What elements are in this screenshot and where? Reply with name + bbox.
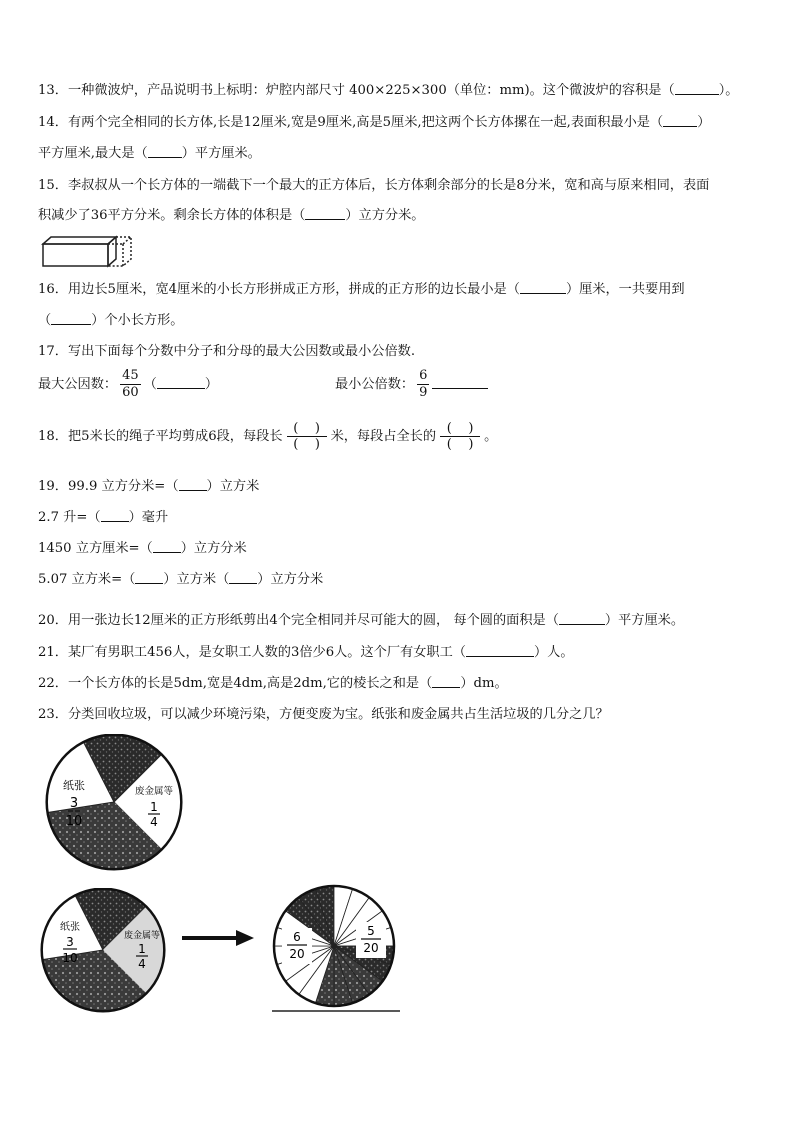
question-15: 15．李叔叔从一个长方体的一端截下一个最大的正方体后，长方体剩余部分的长是8分米，宽和高与原来相同，表面 — [38, 178, 710, 193]
question-14: 14．有两个完全相同的长方体,长是12厘米,宽是9厘米,高是5厘米,把这两个长方体摞在一起,表面积最小是（ ） — [38, 115, 711, 130]
answer-blank[interactable] — [51, 312, 91, 325]
pie-chart-2 — [38, 888, 170, 1014]
q17-gcd-row: 最大公因数： $\frac{45}{60}$ （ ） — [38, 368, 219, 400]
answer-blank[interactable] — [153, 540, 181, 553]
question-20: 20．用一张边长12厘米的正方形纸剪出4个完全相同并尽可能大的圆， 每个圆的面积是（ ）平方厘米。 — [38, 613, 685, 628]
question-17: 17．写出下面每个分数中分子和分母的最大公因数或最小公倍数. — [38, 344, 416, 359]
pie3-right-num: 5 — [367, 924, 375, 938]
answer-blank[interactable] — [466, 644, 534, 657]
answer-blank[interactable] — [157, 376, 205, 389]
question-15-cont: 积减少了36平方分米。剩余长方体的体积是（ ）立方分米。 — [38, 208, 425, 223]
question-21: 21．某厂有男职工456人，是女职工人数的3倍少6人。这个厂有女职工（ ）人。 — [38, 645, 574, 660]
question-16-cont: （ ）个小长方形。 — [38, 313, 184, 328]
answer-fraction[interactable]: $\frac{( )}{( )}$ — [287, 421, 327, 452]
answer-blank[interactable] — [675, 82, 719, 95]
answer-blank[interactable] — [229, 571, 257, 584]
question-22: 22．一个长方体的长是5dm,宽是4dm,高是2dm,它的棱长之和是（ ）dm。 — [38, 676, 508, 691]
question-14-cont: 平方厘米,最大是（ ）平方厘米。 — [38, 146, 261, 161]
lcm-fraction: $\frac{6}{9}$ — [419, 368, 428, 400]
question-19-d: 5.07 立方米=（ ）立方米（ ）立方分米 — [38, 572, 324, 587]
pie1-metal-den: 4 — [150, 815, 158, 829]
pie3-left-den: 20 — [289, 947, 305, 961]
svg-text:3: 3 — [66, 935, 74, 949]
answer-fraction[interactable]: $\frac{( )}{( )}$ — [440, 421, 480, 452]
question-19: 19．99.9 立方分米=（ ）立方米 — [38, 479, 260, 494]
arrow-right-icon — [180, 926, 260, 950]
pie-chart-3 — [264, 884, 404, 1016]
answer-blank[interactable] — [432, 675, 460, 688]
pie3-right-den: 20 — [363, 941, 379, 955]
question-19-b: 2.7 升=（ ）毫升 — [38, 510, 169, 525]
answer-blank[interactable] — [179, 478, 207, 491]
pie1-paper-den: 10 — [65, 814, 83, 829]
question-18: 18．把5米长的绳子平均剪成6段，每段长 $\frac{( )}{( )}$ 米，每段占全长的 $\frac{( )}{( )}$ 。 — [38, 421, 498, 452]
svg-text:4: 4 — [138, 957, 146, 971]
answer-blank[interactable] — [432, 376, 488, 389]
gcd-fraction: $\frac{45}{60}$ — [122, 368, 139, 400]
answer-blank[interactable] — [559, 612, 605, 625]
svg-text:1: 1 — [138, 942, 146, 956]
pie1-paper-num: 3 — [69, 796, 79, 811]
pie1-metal-num: 1 — [150, 800, 158, 814]
question-16: 16．用边长5厘米，宽4厘米的小长方形拼成正方形，拼成的正方形的边长最小是（ ）厘米，一共要用到 — [38, 282, 685, 297]
answer-blank[interactable] — [520, 281, 566, 294]
pie1-metal-label: 废金属等 — [134, 786, 174, 797]
q13-text: 13．一种微波炉，产品说明书上标明：炉腔内部尺寸 400×225×300（单位：mm)。这个微波炉的容积是（ — [38, 83, 675, 98]
q17-lcm-row: 最小公倍数： $\frac{6}{9}$ — [335, 368, 488, 401]
pie1-paper-label: 纸张 — [63, 779, 85, 792]
pie2-paper-label: 纸张 — [60, 922, 80, 933]
answer-blank[interactable] — [101, 509, 129, 522]
answer-blank[interactable] — [135, 571, 163, 584]
answer-blank[interactable] — [663, 114, 697, 127]
answer-blank[interactable] — [148, 145, 182, 158]
question-13: 13．一种微波炉，产品说明书上标明：炉腔内部尺寸 400×225×300（单位：mm)。这个微波炉的容积是（ ）。 — [38, 83, 739, 98]
answer-blank[interactable] — [305, 207, 345, 220]
pie2-metal-label: 废金属等 — [123, 931, 161, 941]
cuboid-figure — [40, 234, 144, 270]
question-19-c: 1450 立方厘米=（ ）立方分米 — [38, 541, 247, 556]
question-23: 23．分类回收垃圾，可以减少环境污染，方便变废为宝。纸张和废金属共占生活垃圾的几分之几？ — [38, 707, 609, 722]
pie3-left-num: 6 — [293, 930, 301, 944]
svg-text:10: 10 — [62, 951, 78, 965]
pie-chart-1 — [40, 734, 188, 872]
